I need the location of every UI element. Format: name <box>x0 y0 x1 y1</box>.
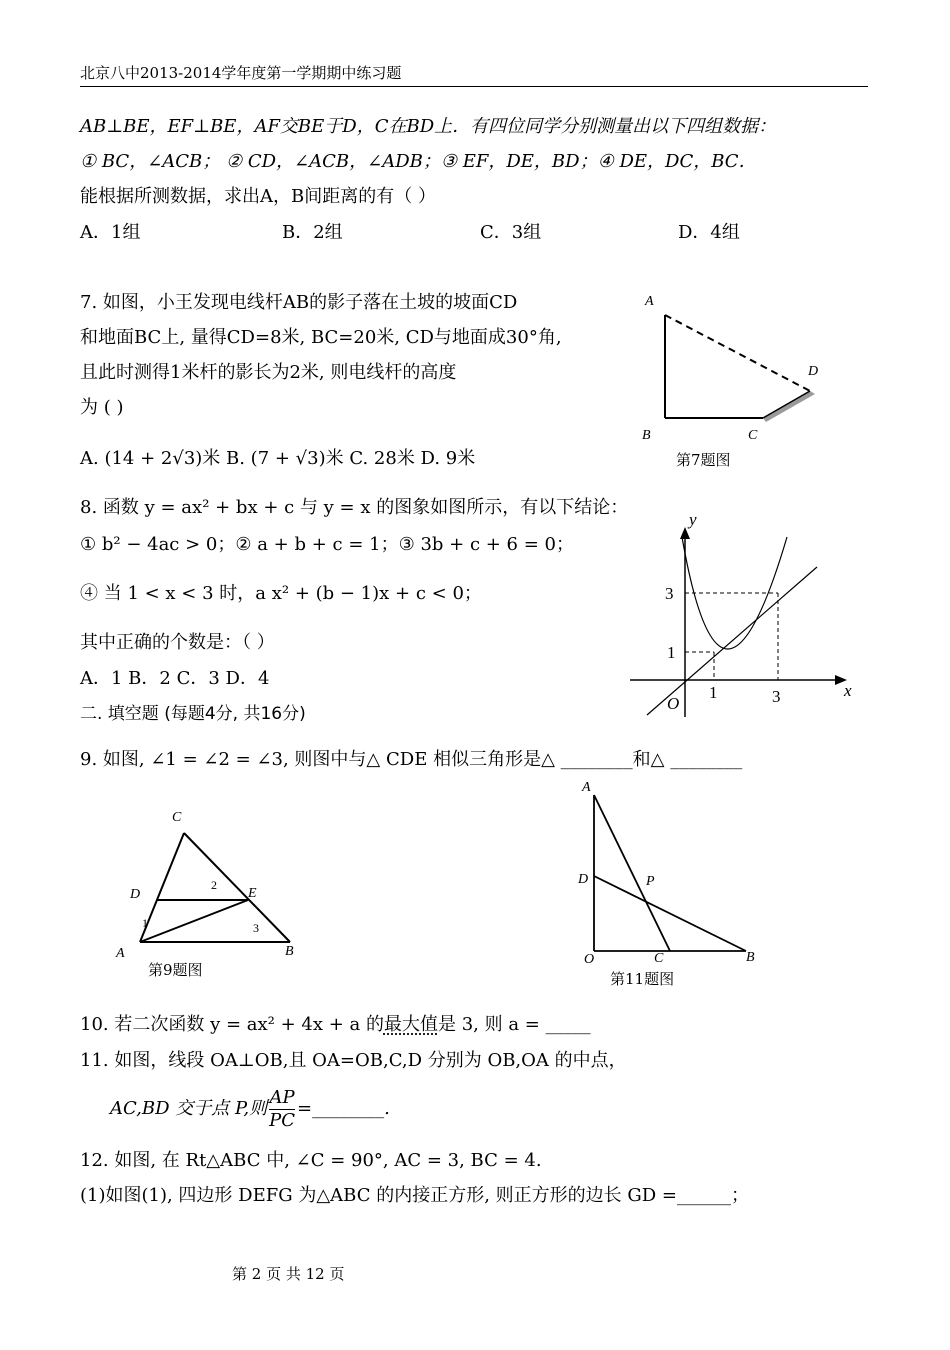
q11-figure <box>570 775 780 975</box>
q11-caption: 第11题图 <box>610 970 675 988</box>
q11-fraction <box>269 1087 295 1132</box>
q9-text: 9. 如图, ∠1 = ∠2 = ∠3, 则图中与△ CDE 相似三角形是△ ________和△ ________ <box>80 749 743 770</box>
q11-label-a: A <box>582 780 591 795</box>
q11-label-o: O <box>584 952 595 967</box>
q9-angle-1: 1 <box>142 916 148 930</box>
q8-line4: 其中正确的个数是：（ ） <box>80 632 275 653</box>
q8-line1: 8. 函数 y = ax² + bx + c 与 y = x 的图象如图所示，有以下结论： <box>80 497 629 518</box>
q8-options: A．1 B．2 C．3 D．4 <box>80 668 270 689</box>
q12-line1: 12. 如图, 在 Rt△ABC 中, ∠C = 90°, AC = 3, BC = 4. <box>80 1150 542 1171</box>
q8-tick-y3: 3 <box>665 584 674 603</box>
q6-line2: ① BC，∠ACB； ② CD，∠ACB，∠ADB；③ EF，DE，BD；④ DE，DC，BC． <box>80 151 757 172</box>
q7-label-c: C <box>748 428 758 443</box>
q10-emphasis: 最大值 <box>383 1014 438 1035</box>
q6-option-a: A．1组 <box>80 222 141 243</box>
q10-blank: _____ <box>545 1014 591 1035</box>
q7-line4: 为 ( ) <box>80 397 124 418</box>
q9-angle-3: 3 <box>253 921 259 935</box>
q8-line2: ① b² − 4ac > 0；② a + b + c = 1；③ 3b + c + 6 = 0； <box>80 534 574 555</box>
q11-label-b: B <box>746 950 755 965</box>
q9-label-e: E <box>248 886 257 901</box>
q9-label-d: D <box>130 887 141 902</box>
q7-options: A. (14 + 2√3)米 B. (7 + √3)米 C. 28米 D. 9米 <box>80 448 476 469</box>
q8-tick-y1: 1 <box>667 643 676 662</box>
q9-label-b: B <box>285 944 294 959</box>
q7-caption: 第7题图 <box>676 451 731 469</box>
q8-axis-x-label: x <box>844 681 852 700</box>
q11-label-c: C <box>654 951 664 966</box>
q8-tick-x3: 3 <box>772 687 781 706</box>
q11-frac-den: PC <box>269 1109 296 1131</box>
q11-frac-num: AP <box>269 1086 295 1108</box>
q11-line1: 11. 如图，线段 OA⊥OB,且 OA=OB,C,D 分别为 OB,OA 的中点， <box>80 1050 627 1071</box>
q6-line3: 能根据所测数据，求出A，B间距离的有（ ） <box>80 186 436 207</box>
q6-option-d: D．4组 <box>678 222 740 243</box>
q7-label-d: D <box>808 364 819 379</box>
q9-label-c: C <box>172 810 182 825</box>
q6-option-b: B．2组 <box>282 222 343 243</box>
q12-line2: (1)如图(1), 四边形 DEFG 为△ABC 的内接正方形, 则正方形的边长 GD =______； <box>80 1185 749 1206</box>
q11-label-d: D <box>578 872 589 887</box>
q8-line3: ④ 当 1 < x < 3 时，a x² + (b − 1)x + c < 0； <box>80 583 482 604</box>
q6-line1: AB⊥BE，EF⊥BE，AF交BE于D，C在BD上．有四位同学分别测量出以下四组数据： <box>80 116 777 137</box>
q9-label-a: A <box>116 946 125 961</box>
q7-label-a: A <box>645 294 654 309</box>
q10-pre: 10. 若二次函数 y = ax² + 4x + a 的 <box>80 1014 384 1035</box>
q10-text <box>80 1014 591 1036</box>
q7-line1: 7. 如图，小王发现电线杆AB的影子落在土坡的坡面CD <box>80 292 518 313</box>
q7-line3: 且此时测得1米杆的影长为2米, 则电线杆的高度 <box>80 362 457 383</box>
page-header-title: 北京八中2013-2014学年度第一学期期中练习题 <box>80 64 402 82</box>
q9-angle-2: 2 <box>211 878 217 892</box>
q7-figure <box>630 285 830 445</box>
q11-line2-pre: AC,BD 交于点 P,则 <box>110 1098 268 1119</box>
q11-line2 <box>110 1086 390 1132</box>
header-rule <box>80 86 868 87</box>
q7-label-b: B <box>642 428 651 443</box>
q8-tick-x1: 1 <box>709 683 718 702</box>
q11-line2-post: =________. <box>297 1098 390 1119</box>
q7-line2: 和地面BC上, 量得CD=8米, BC=20米, CD与地面成30°角, <box>80 327 562 348</box>
section2-title: 二. 填空题 (每题4分, 共16分) <box>80 704 306 724</box>
page-footer: 第 2 页 共 12 页 <box>232 1265 345 1283</box>
q8-graph <box>625 505 865 720</box>
q11-label-p: P <box>646 874 655 889</box>
q9-caption: 第9题图 <box>148 961 203 979</box>
q8-axis-y-label: y <box>689 510 697 529</box>
q9-figure <box>110 805 310 965</box>
q6-option-c: C．3组 <box>480 222 542 243</box>
q10-post: 是 3, 则 a = <box>437 1014 546 1035</box>
q8-origin-label: O <box>667 694 680 713</box>
